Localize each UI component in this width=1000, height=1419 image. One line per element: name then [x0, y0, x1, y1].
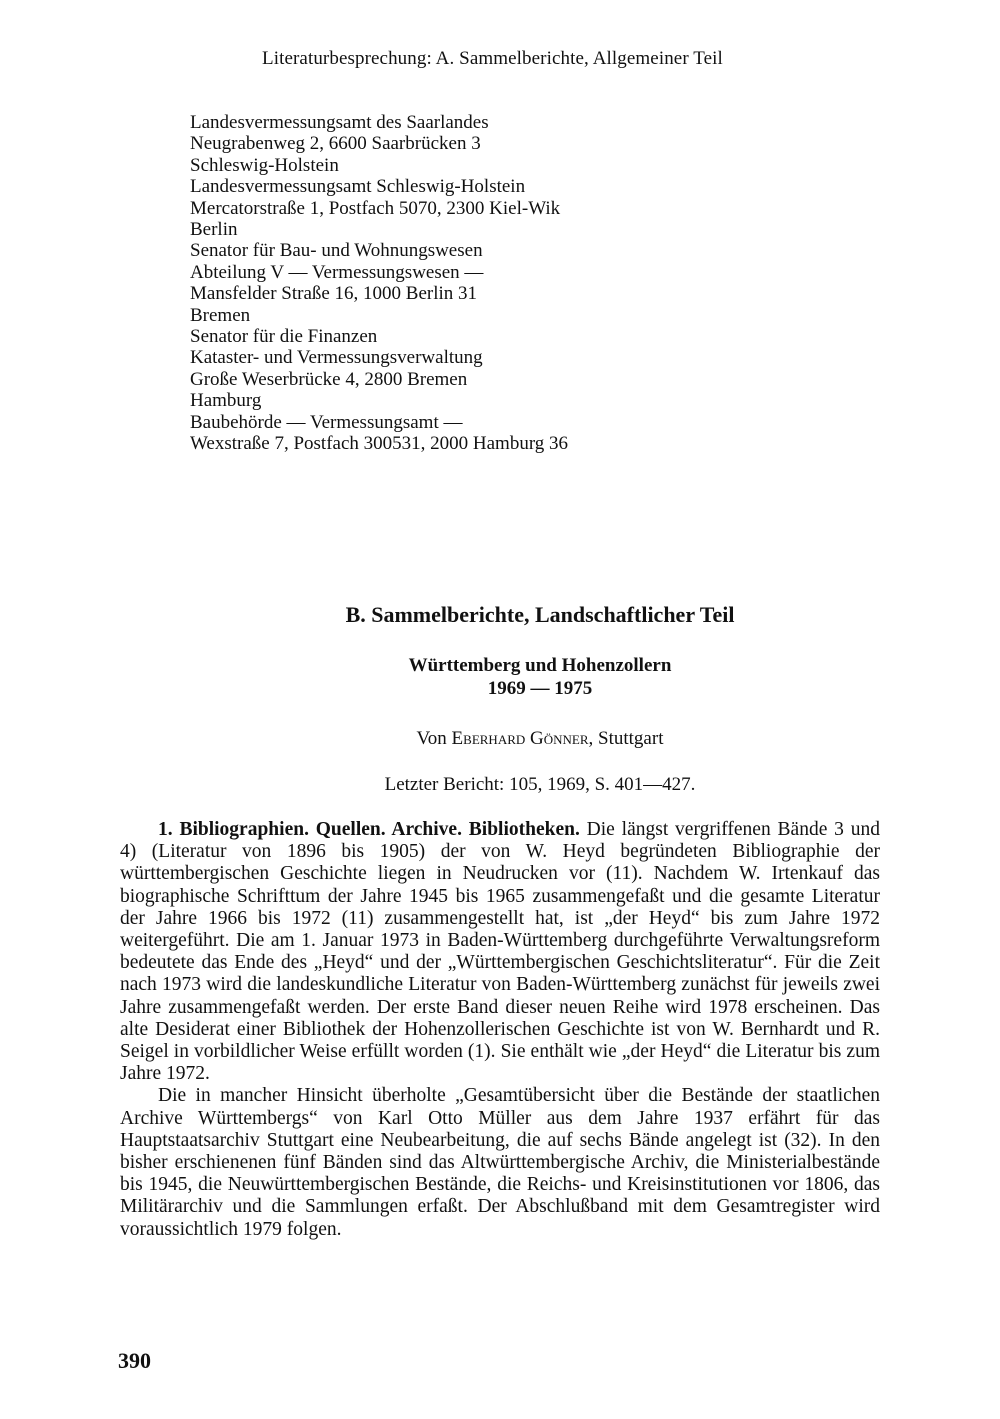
address-line: Schleswig-Holstein: [190, 154, 339, 176]
address-line: Hamburg: [190, 390, 262, 412]
address-line: Baubehörde — Vermessungsamt —: [190, 411, 463, 433]
author-name: Eberhard Gönner: [451, 728, 589, 749]
address-line: Abteilung V — Vermessungswesen —: [190, 261, 484, 283]
section-heading: B. Sammelberichte, Landschaftlicher Teil: [345, 602, 735, 627]
address-line: Große Weserbrücke 4, 2800 Bremen: [190, 368, 468, 390]
author-line: [0, 728, 1000, 750]
paragraph-lead: 1. Bibliographien. Quellen. Archive. Bibliotheken.: [158, 819, 580, 840]
address-line: Mansfelder Straße 16, 1000 Berlin 31: [190, 283, 478, 305]
paragraph: Die in mancher Hinsicht überholte „Gesamtübersicht über die Bestände der staatlichen Archive Württembergs“ von Karl Otto Müller aus dem Jahre 1937 erfährt für das Hauptstaatsarchiv Stuttgart eine Neubearbeitung, die auf sechs Bände angelegt ist (32). In den bisher erschienenen fünf Bänden sind das Altwürttembergische Archiv, die Ministerialbestände bis 1945, die Neuwürttembergischen Bestände, die Reichs- und Kreisinstitutionen vor 1806, das Militärarchiv und die Sammlungen erfaßt. Der Abschlußband mit dem Gesamtregister wird voraussichtlich 1979 folgen.: [120, 1085, 880, 1240]
address-line: Bremen: [190, 304, 251, 326]
address-line: Landesvermessungsamt Schleswig-Holstein: [190, 176, 526, 198]
author-prefix: Von: [416, 728, 452, 749]
address-line: Neugrabenweg 2, 6600 Saarbrücken 3: [190, 133, 481, 155]
author-location: , Stuttgart: [588, 728, 664, 749]
address-line: Senator für die Finanzen: [190, 326, 378, 348]
running-head: Literaturbesprechung: A. Sammelberichte, Allgemeiner Teil: [262, 48, 723, 69]
paragraph-text: Die längst vergriffenen Bände 3 und 4) (Literatur von 1896 bis 1905) der von W. Heyd begründeten Bibliographie der württembergischen Geschichte liegen in Neudrucken vor (11). Nachdem W. Irtenkauf das biographische Schrifttum der Jahre 1945 bis 1965 zusammengefaßt und die gesamte Literatur der Jahre 1966 bis 1972 (11) zusammengestellt hat, ist „der Heyd“ bis zum Jahre 1972 weitergeführt. Die am 1. Januar 1973 in Baden-Württemberg durchgeführte Verwaltungsreform bedeutete das Ende des „Heyd“ und der „Württembergischen Geschichtsliteratur“. Für die Zeit nach 1973 wird die landeskundliche Literatur von Baden-Württemberg zunächst für jeweils zwei Jahre zusammengefaßt werden. Der erste Band dieser neuen Reihe wird 1978 erscheinen. Das alte Desiderat einer Bibliothek der Hohenzollerischen Geschichte ist von W. Bernhardt und R. Seigel in vorbildlicher Weise erfüllt worden (1). Sie enthält wie „der Heyd“ die Literatur bis zum Jahre 1972.: [120, 819, 880, 1085]
last-report: Letzter Bericht: 105, 1969, S. 401—427.: [384, 774, 696, 795]
sub-heading-title: Württemberg und Hohenzollern: [408, 655, 672, 676]
paragraph: [120, 819, 880, 1085]
address-line: Mercatorstraße 1, Postfach 5070, 2300 Kiel-Wik: [190, 197, 561, 219]
address-list: [190, 112, 750, 455]
body-text: [120, 819, 880, 1241]
sub-heading-years: 1969 — 1975: [487, 678, 593, 699]
page-number: 390: [118, 1348, 151, 1373]
sub-heading: [0, 654, 1000, 700]
address-line: Landesvermessungsamt des Saarlandes: [190, 112, 489, 133]
address-line: Wexstraße 7, Postfach 300531, 2000 Hamburg 36: [190, 433, 569, 455]
address-line: Berlin: [190, 219, 238, 241]
address-line: Senator für Bau- und Wohnungswesen: [190, 240, 483, 262]
address-line: Kataster- und Vermessungsverwaltung: [190, 347, 483, 369]
